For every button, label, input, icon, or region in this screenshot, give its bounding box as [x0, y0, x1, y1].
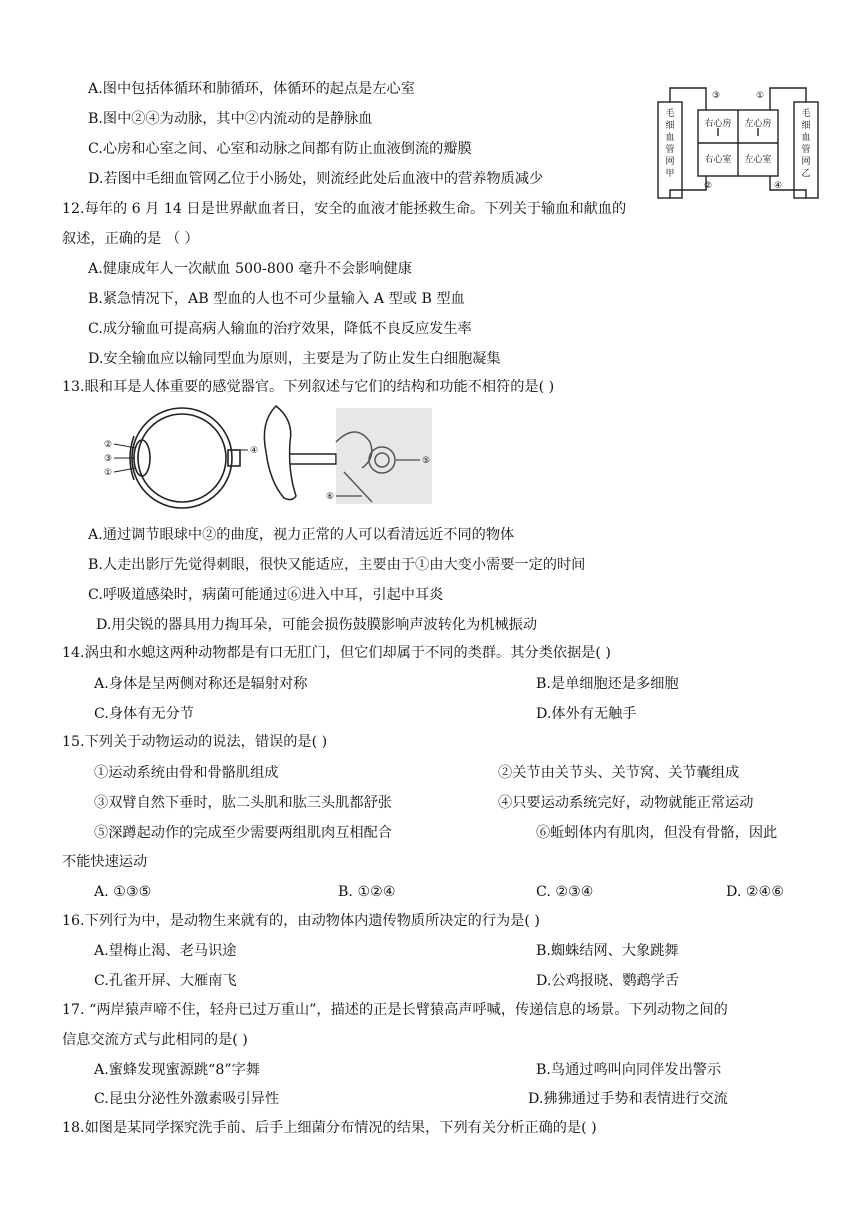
marker-1: ①: [756, 91, 765, 101]
q15-option-b: B. ①②④: [338, 884, 396, 900]
chamber-left-atrium: 左心房: [744, 119, 772, 129]
q13-option-a: A.通过调节眼球中②的曲度，视力正常的人可以看清远近不同的物体: [88, 527, 515, 543]
q15-statement-6-cont: 不能快速运动: [62, 854, 148, 870]
q18-stem: 18.如图是某同学探究洗手前、后手上细菌分布情况的结果，下列有关分析正确的是( ): [62, 1120, 597, 1136]
q14-stem: 14.涡虫和水螅这两种动物都是有口无肛门，但它们却属于不同的类群。其分类依据是( ): [62, 645, 611, 661]
marker-3: ③: [712, 91, 721, 101]
q15-statement-1: ①运动系统由骨和骨骼肌组成: [94, 765, 279, 781]
q12-option-b: B.紧急情况下，AB 型血的人也不可少量输入 A 型或 B 型血: [88, 291, 465, 307]
marker-4: ④: [774, 181, 783, 191]
ear-marker-6: ⑥: [326, 492, 335, 502]
q14-option-a: A.身体是呈两侧对称还是辐射对称: [94, 676, 308, 692]
q17-option-a: A.蜜蜂发现蜜源跳“8”字舞: [94, 1062, 260, 1078]
q11-option-d: D.若图中毛细血管网乙位于小肠处，则流经此处后血液中的营养物质减少: [88, 171, 544, 187]
eye-ear-figure: [100, 402, 440, 512]
chamber-right-ventricle: 右心室: [704, 155, 732, 165]
q17-stem-line1: 17. “两岸猿声啼不住，轻舟已过万重山”，描述的正是长臂猿高声呼喊，传递信息的场景。下列动物之间的: [62, 1002, 728, 1018]
q11-option-b: B.图中②④为动脉，其中②内流动的是静脉血: [88, 111, 373, 127]
q15-statement-6: ⑥蚯蚓体内有肌肉，但没有骨骼，因此: [536, 825, 778, 841]
q17-stem-line2: 信息交流方式与此相同的是( ): [62, 1032, 248, 1048]
eye-marker-2: ②: [104, 440, 113, 450]
q15-statement-3: ③双臂自然下垂时，肱二头肌和肱三头肌都舒张: [94, 795, 392, 811]
q15-stem: 15.下列关于动物运动的说法，错误的是( ): [62, 734, 328, 750]
chamber-right-atrium: 右心房: [704, 119, 732, 129]
eye-marker-1: ①: [104, 468, 113, 478]
right-net-label: 毛细血管网乙: [801, 109, 811, 179]
q13-stem: 13.眼和耳是人体重要的感觉器官。下列叙述与它们的结构和功能不相符的是( ): [62, 379, 555, 395]
q15-statement-5: ⑤深蹲起动作的完成至少需要两组肌肉互相配合: [94, 825, 392, 841]
q16-option-c: C.孔雀开屏、大雁南飞: [94, 973, 237, 989]
q14-option-c: C.身体有无分节: [94, 706, 194, 722]
q11-option-c: C.心房和心室之间、心室和动脉之间都有防止血液倒流的瓣膜: [88, 141, 472, 157]
q15-option-c: C. ②③④: [536, 884, 594, 900]
q12-option-c: C.成分输血可提高病人输血的治疗效果，降低不良反应发生率: [88, 321, 472, 337]
q17-option-d: D.狒狒通过手势和表情进行交流: [528, 1091, 728, 1107]
q15-option-d: D. ②④⑥: [726, 884, 785, 900]
q15-option-a: A. ①③⑤: [94, 884, 152, 900]
q16-option-b: B.蜘蛛结网、大象跳舞: [536, 943, 679, 959]
q17-option-c: C.昆虫分泌性外激素吸引异性: [94, 1091, 280, 1107]
q13-option-c: C.呼吸道感染时，病菌可能通过⑥进入中耳，引起中耳炎: [88, 587, 444, 603]
q14-option-b: B.是单细胞还是多细胞: [536, 676, 679, 692]
eye-marker-3: ③: [104, 454, 113, 464]
q12-stem-line2: 叙述，正确的是 （ ）: [62, 231, 199, 247]
q15-statement-2: ②关节由关节头、关节窝、关节囊组成: [498, 765, 740, 781]
q15-statement-4: ④只要运动系统完好，动物就能正常运动: [498, 795, 754, 811]
marker-2: ②: [704, 181, 713, 191]
chamber-left-ventricle: 左心室: [744, 155, 772, 165]
q13-option-d: D.用尖锐的器具用力掏耳朵，可能会损伤鼓膜影响声波转化为机械振动: [96, 617, 538, 633]
q12-stem-line1: 12.每年的 6 月 14 日是世界献血者日，安全的血液才能拯救生命。下列关于输血和献血的: [62, 201, 627, 217]
q16-option-a: A.望梅止渴、老马识途: [94, 943, 237, 959]
q11-option-a: A.图中包括体循环和肺循环，体循环的起点是左心室: [88, 81, 415, 97]
q14-option-d: D.体外有无触手: [536, 706, 637, 722]
circulation-diagram: [654, 76, 824, 202]
q13-option-b: B.人走出影厅先觉得刺眼，很快又能适应，主要由于①由大变小需要一定的时间: [88, 557, 586, 573]
q16-stem: 16.下列行为中，是动物生来就有的，由动物体内遗传物质所决定的行为是( ): [62, 913, 540, 929]
q12-option-a: A.健康成年人一次献血 500-800 毫升不会影响健康: [88, 261, 412, 277]
q12-option-d: D.安全输血应以输同型血为原则，主要是为了防止发生白细胞凝集: [88, 351, 501, 367]
eye-marker-4: ④: [250, 446, 259, 456]
q16-option-d: D.公鸡报晓、鹦鹉学舌: [536, 973, 680, 989]
ear-marker-5: ⑤: [422, 456, 431, 466]
left-net-label: 毛细血管网甲: [665, 109, 675, 179]
q17-option-b: B.鸟通过鸣叫向同伴发出警示: [536, 1062, 722, 1078]
